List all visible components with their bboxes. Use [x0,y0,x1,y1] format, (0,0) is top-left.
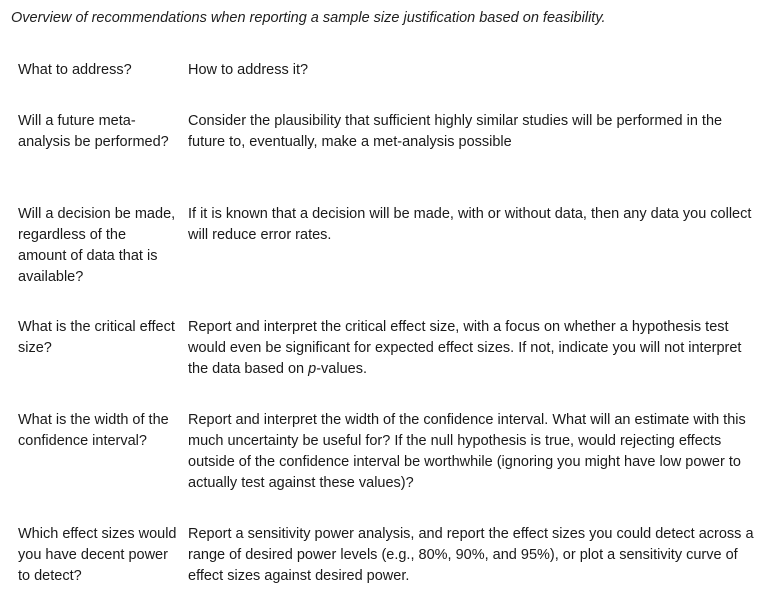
header-what-to-address: What to address? [18,62,132,78]
row-question: What is the critical effect size? [18,319,175,356]
row-answer [188,317,754,380]
row-answer: Report and interpret the width of the confidence interval. What will an estimate with this much uncertainty be useful for? If the null hypothesis is true, would rejecting effects outside of the confidence interval be worthwhile (ignoring you might have low power to actually test against these values)? [188,412,746,491]
row-question: Which effect sizes would you have decent power to detect? [18,526,177,584]
row-question: Will a decision be made, regardless of the amount of data that is available? [18,206,176,285]
table-caption: Overview of recommendations when reporting a sample size justification based on feasibility. [11,10,606,26]
row-answer: If it is known that a decision will be made, with or without data, then any data you collect will reduce error rates. [188,206,752,243]
row-question: Will a future meta-analysis be performed? [18,113,169,150]
row-answer-text: Report and interpret the critical effect size, with a focus on whether a hypothesis test would even be significant for expected effect sizes. If not, indicate you will not interpret the data based on [188,319,742,377]
p-symbol: p [308,361,317,377]
header-how-to-address: How to address it? [188,62,309,78]
row-answer-suffix: -values. [316,361,367,377]
row-answer: Consider the plausibility that sufficient highly similar studies will be performed in the future to, eventually, make a met-analysis possible [188,113,723,150]
row-question: What is the width of the confidence interval? [18,412,169,449]
row-answer: Report a sensitivity power analysis, and report the effect sizes you could detect across a range of desired power levels (e.g., 80%, 90%, and 95%), or plot a sensitivity curve of effect sizes against desired power. [188,526,754,584]
